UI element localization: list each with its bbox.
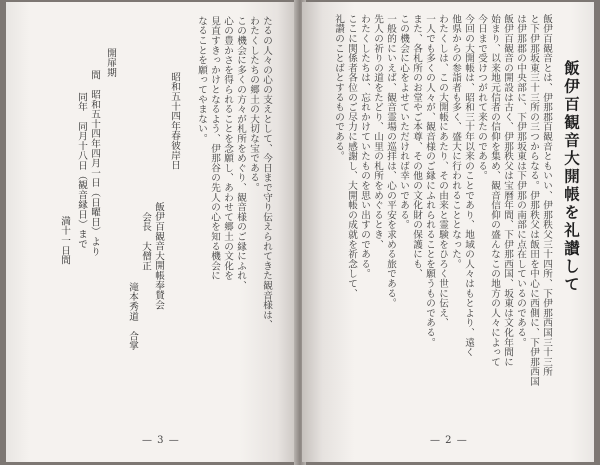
body-line: 飯伊百観音の開設は古く、伊那秩父は宝暦年間、下伊那西国、坂東は文化年間に (502, 14, 513, 367)
body-line: 一人でも多くの人々が、観音様のご縁にふれられることを願うものである。 (424, 14, 435, 348)
body-line: たるの人々の心の支えとして、今日まで守り伝えられてきた観音様は、 (261, 16, 272, 330)
note-line: 間 昭和五十四年四月一日（日曜日）より (89, 70, 100, 257)
body-line: ここに関係者各位のご尽力に感謝し、大開帳の成就を祈念して、 (346, 14, 357, 299)
body-line: 飯伊百観音とは、伊那郡百観音ともいい、伊那秩父三十四所、下伊那西国三十三所 (541, 14, 552, 377)
page-title: 飯伊百観音大開帳を礼讃して (562, 60, 581, 294)
body-line: 心の豊かさを得られることを念願し、あわせて郷土の文化を (222, 16, 233, 281)
body-line: なることを願ってやまない。 (196, 16, 207, 144)
body-line: 一般的にいえば、観音霊場の巡拝は、心の平安を求める旅である。 (385, 14, 396, 308)
body-line: この機会に心をよせていただければ幸いである。 (398, 14, 409, 230)
body-line: は伊那郡の中央部に、下伊那坂東は下伊那の南部に点在しているのである。 (515, 14, 526, 348)
body-line: 他県からの参詣者も多く、盛大に行われることとなった。 (450, 14, 461, 269)
book-spread (6, 0, 594, 465)
body-line: わたくしたちの郷土の大切な宝である。 (248, 16, 259, 193)
body-line: わたくしたちは、忘れかけていたものを思い出すのである。 (359, 14, 370, 279)
body-line: この機会に多くの方々が札所をめぐり、観音様のご縁にふれ、 (235, 16, 246, 291)
signature-date: 昭和五十四年春彼岸日 (169, 72, 180, 170)
right-page (302, 2, 594, 462)
body-line: 先人の祈りの道をたどり、山里の札所をめぐるとき、 (372, 14, 383, 250)
body-line: 始まり、以来地元信者の信仰を集め、観音信仰の盛んなこの地方の人々によって (489, 14, 500, 367)
page-number: — 3 — (142, 435, 180, 446)
body-line: 今日まで受けつがれて来たのである。 (476, 14, 487, 181)
note-line: 開扉期 (105, 48, 116, 78)
organization: 飯伊百観音大開帳奉賛会 (153, 202, 164, 310)
author-position: 会長 大僧正 (140, 212, 151, 271)
left-page (6, 2, 298, 462)
body-line: 見直すきっかけとなるよう、伊那谷の先人の心を知る機会に (209, 16, 220, 281)
body-line: わたくしは、この大開帳にあたり、その由来と霊験をひろく世に伝え、 (437, 14, 448, 328)
note-line: 満十一日間 (59, 216, 70, 265)
body-line: 礼讃のことばとするものである。 (333, 14, 344, 161)
page-number: — 2 — (430, 435, 468, 446)
note-line: 同年 同月十八日（観音縁日）まで (76, 92, 87, 249)
body-line: と下伊那坂東三十三所の三つからなる。伊那秩父は飯田を中心に西側に、下伊那西国 (528, 14, 539, 387)
body-line: また、各札所のお堂やご本尊、その他の文化財の保護にも、 (411, 14, 422, 279)
body-line: 今回の大開帳は、昭和三十年以来のことであり、地域の人々はもとより、遠く (463, 14, 474, 357)
author-name: 滝本秀道 合掌 (127, 282, 138, 351)
